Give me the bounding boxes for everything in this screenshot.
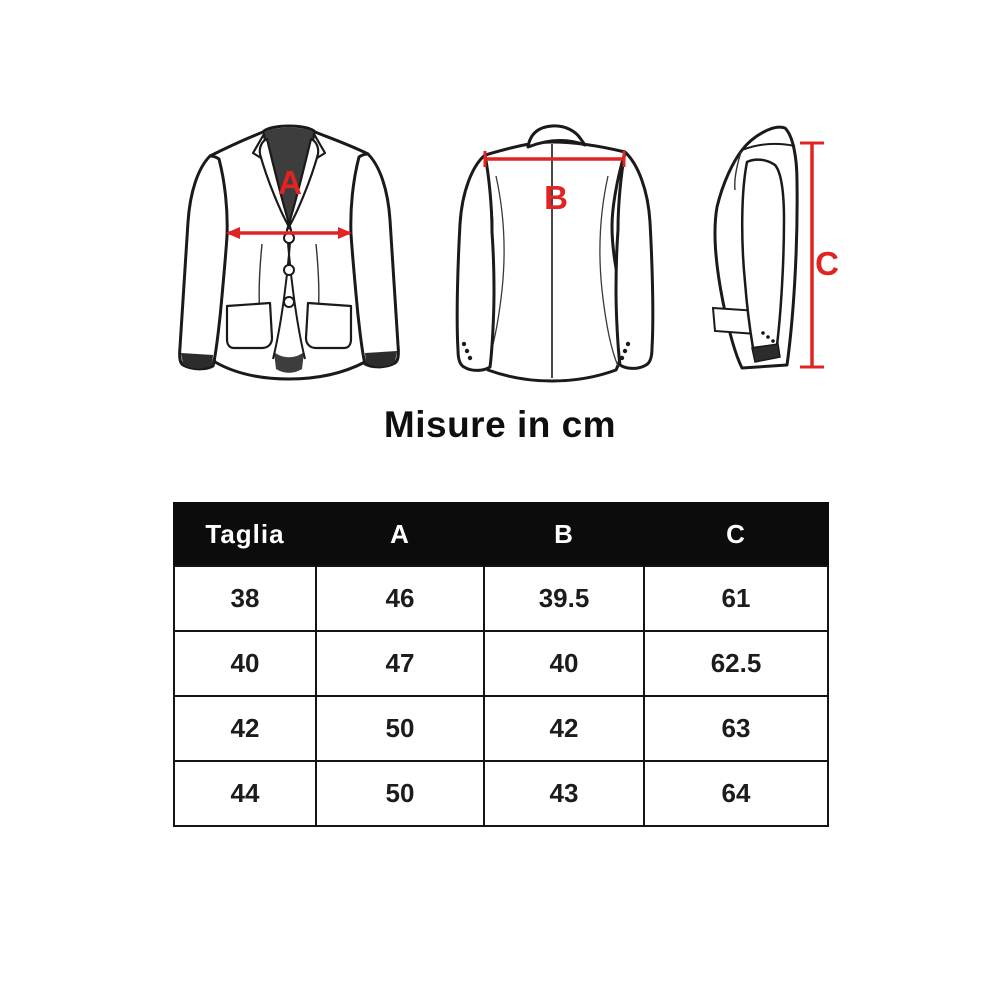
measure-label-a: A <box>278 164 302 201</box>
table-row <box>174 696 828 761</box>
size-cell: 64 <box>644 761 828 826</box>
front-pocket-left <box>227 303 272 348</box>
size-table-header <box>174 503 828 566</box>
size-table <box>173 502 829 827</box>
size-cell: 50 <box>316 761 484 826</box>
size-cell: 46 <box>316 566 484 631</box>
jacket-back-illustration <box>440 112 700 384</box>
front-sleeve-right <box>351 154 399 367</box>
size-table-body <box>174 566 828 826</box>
front-hem-gap <box>274 352 304 373</box>
front-pocket-right <box>306 303 351 348</box>
page-title: Misure in cm <box>383 404 617 445</box>
jacket-front-illustration <box>170 112 430 384</box>
header-cell-taglia: Taglia <box>174 503 316 566</box>
size-cell: 40 <box>484 631 644 696</box>
size-cell: 63 <box>644 696 828 761</box>
size-cell: 61 <box>644 566 828 631</box>
jacket-side-illustration <box>685 112 845 384</box>
header-cell-c: C <box>644 503 828 566</box>
size-cell: 47 <box>316 631 484 696</box>
size-cell: 43 <box>484 761 644 826</box>
header-cell-b: B <box>484 503 644 566</box>
front-sleeve-left <box>180 156 228 369</box>
size-cell: 62.5 <box>644 631 828 696</box>
size-cell: 44 <box>174 761 316 826</box>
size-cell: 50 <box>316 696 484 761</box>
header-row <box>174 503 828 566</box>
table-row <box>174 566 828 631</box>
size-cell: 42 <box>484 696 644 761</box>
size-cell: 40 <box>174 631 316 696</box>
back-sleeve-left <box>457 155 494 370</box>
size-cell: 38 <box>174 566 316 631</box>
size-cell: 39.5 <box>484 566 644 631</box>
side-sleeve <box>742 160 784 348</box>
measure-label-b: B <box>544 179 568 216</box>
back-sleeve-right <box>616 152 653 368</box>
table-row <box>174 761 828 826</box>
measure-label-c: C <box>815 245 839 282</box>
size-cell: 42 <box>174 696 316 761</box>
table-row <box>174 631 828 696</box>
header-cell-a: A <box>316 503 484 566</box>
